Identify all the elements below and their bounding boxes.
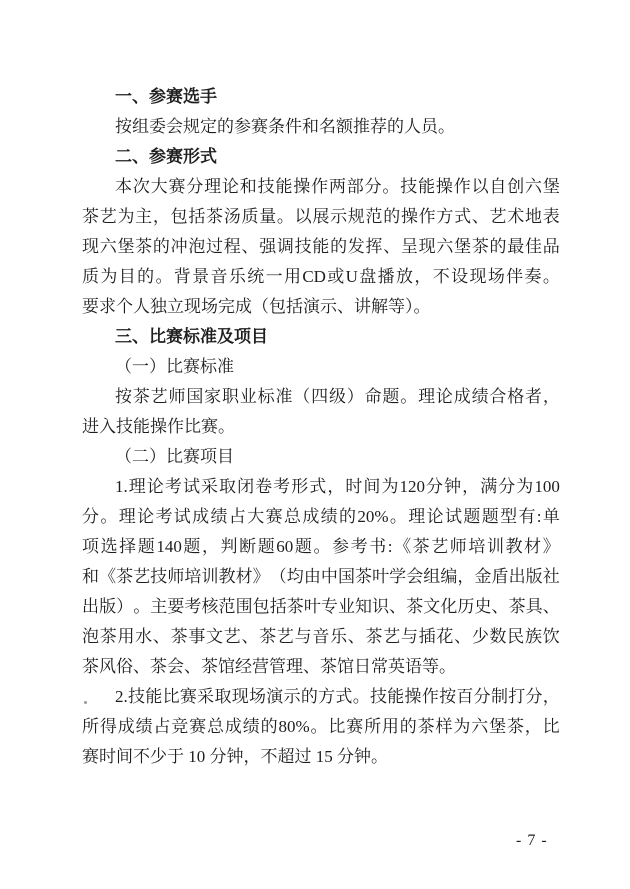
text-line: 泡 茶 用 水 、 茶 事 文 艺 、 茶 艺 与 音 乐 、 茶 艺 与 插 花 、 少 数 民 族 饮 (82, 627, 560, 646)
text-line: 出 版 ） 。 主 要 考 核 范 围 包 括 茶 叶 专 业 知 识 、 茶 文 化 历 史 、 茶 具 、 (82, 597, 560, 616)
section-heading-1: 一、参赛选手 (115, 87, 217, 106)
section-heading-3: 三、比赛标准及项目 (115, 327, 268, 346)
text-line: 按组委会规定的参赛条件和名额推荐的人员。 (115, 117, 455, 136)
text-line: 赛时间不少于 10 分钟，不超过 15 分钟。 (82, 747, 388, 766)
text-line: 1. 理 论 考 试 采 取 闭 卷 考 形 式 ， 时 间 为 120 分 钟 ， 满 分 为 100 (115, 477, 560, 496)
text-line: 现 六 堡 茶 的 冲 泡 过 程 、 强 调 技 能 的 发 挥 、 呈 现 六 堡 茶 的 最 佳 品 (82, 237, 560, 256)
text-line: 茶 艺 为 主 ， 包 括 茶 汤 质 量 。 以 展 示 规 范 的 操 作 方 式 、 艺 术 地 表 (82, 207, 560, 226)
text-line: 2. 技 能 比 赛 采 取 现 场 演 示 的 方 式 。 技 能 操 作 按 百 分 制 打 分 ， (115, 687, 560, 706)
text-line: 按 茶 艺 师 国 家 职 业 标 准 （ 四 级 ） 命 题 。 理 论 成 绩 合 格 者 ， (115, 387, 560, 406)
text-line: 要求个人独立现场完成（包括演示、讲解等）。 (82, 297, 431, 316)
sub-heading: （一）比赛标准 (115, 357, 234, 376)
scan-speck (84, 701, 87, 704)
section-heading-2: 二、参赛形式 (115, 147, 217, 166)
text-line: 本 次 大 赛 分 理 论 和 技 能 操 作 两 部 分 。 技 能 操 作 以 自 创 六 堡 (115, 177, 560, 196)
text-line: 所 得 成 绩 占 竞 赛 总 成 绩 的 80% 。 比 赛 所 用 的 茶 样 为 六 堡 茶 ， 比 (82, 717, 560, 736)
text-line: 分 。 理 论 考 试 成 绩 占 大 赛 总 成 绩 的 20% 。 理 论 试 题 题 型 有 : 单 (82, 507, 560, 526)
page-number: - 7 - (516, 832, 548, 849)
text-line: 质 为 目 的 。 背 景 音 乐 统 一 用 CD 或 U 盘 播 放 ， 不 设 现 场 伴 奏 。 (82, 267, 560, 286)
document-body (82, 82, 560, 772)
text-line: 进入技能操作比赛。 (82, 417, 235, 436)
text-line: 茶风俗、茶会、茶馆经营管理、茶馆日常英语等。 (82, 657, 456, 676)
text-line: 和 《 茶 艺 技 师 培 训 教 材 》 （ 均 由 中 国 茶 叶 学 会 组 编 ， 金 盾 出 版 社 (82, 567, 560, 586)
sub-heading: （二）比赛项目 (115, 447, 234, 466)
text-line: 项 选 择 题 140 题 ， 判 断 题 60 题 。 参 考 书 : 《 茶 艺 师 培 训 教 材 》 (82, 537, 560, 556)
